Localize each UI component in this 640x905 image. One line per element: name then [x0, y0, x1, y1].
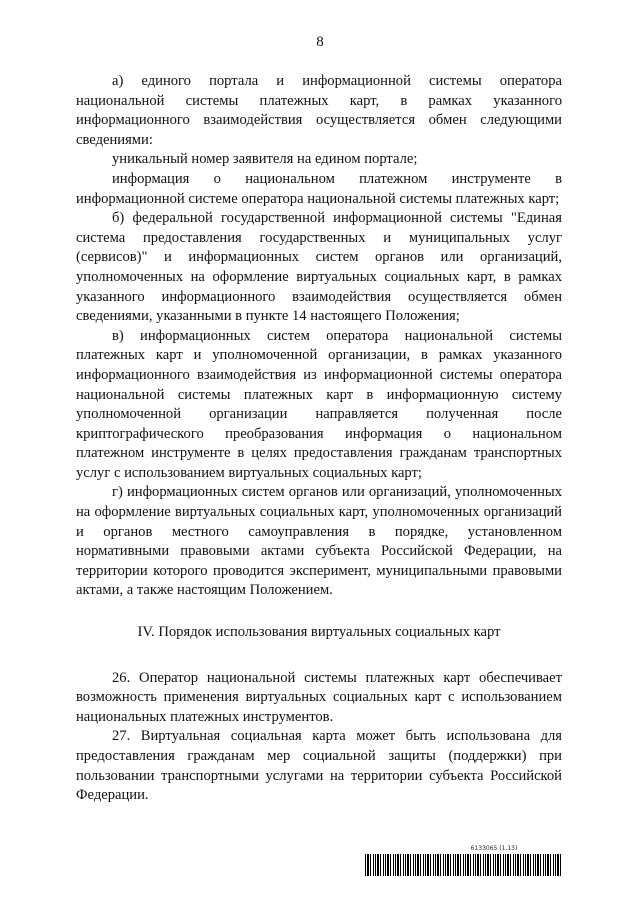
barcode-icon [365, 854, 563, 876]
document-body [76, 72, 562, 806]
barcode-block [365, 845, 563, 876]
paragraph-b: б) федеральной государственной информационной системы "Единая система предоставления государственных и муниципальных услуг (сервисов)" и информационных систем органов или организаций, уполномоченных на оформление виртуальных социальных карт, в рамках указанного информационного взаимодействия осуществляется обмен сведениями, указанными в пункте 14 настоящего Положения; [76, 210, 562, 325]
paragraph-26: 26. Оператор национальной системы платежных карт обеспечивает возможность применения виртуальных социальных карт с использованием национальных платежных инструментов. [76, 669, 562, 725]
paragraph-a: а) единого портала и информационной системы оператора национальной системы платежных карт, в рамках указанного информационного взаимодействия осуществляется обмен следующими сведениями: [76, 73, 562, 148]
section-title: IV. Порядок использования виртуальных социальных карт [137, 624, 501, 641]
page-number: 8 [316, 34, 324, 50]
paragraph-g: г) информационных систем органов или организаций, уполномоченных на оформление виртуальных социальных карт, уполномоченных организаций и органов местного самоуправления в порядке, установленном нормативными правовыми актами субъекта Российской Федерации, на территории которого проводится эксперимент, муниципальными правовыми актами, а также настоящим Положением. [76, 484, 562, 599]
paragraph-a-item-2: информация о национальном платежном инструменте в информационной системе оператора национальной системы платежных карт; [76, 170, 562, 207]
paragraph-a-item-1: уникальный номер заявителя на едином портале; [112, 151, 418, 168]
paragraph-v: в) информационных систем оператора национальной системы платежных карт и уполномоченной организации, в рамках указанного информационного взаимодействия из информационной системы оператора национальной системы платежных карт в информационную систему уполномоченной организации направляется полученная после криптографического преобразования информация о национальном платежном инструменте в целях предоставления гражданам транспортных услуг с использованием виртуальных социальных карт; [76, 327, 562, 481]
paragraph-27: 27. Виртуальная социальная карта может быть использована для предоставления гражданам мер социальной защиты (поддержки) при пользовании транспортными услугами на территории субъекта Российской Федерации. [76, 728, 562, 804]
barcode-label: 6133065 (1.13) [470, 845, 518, 852]
